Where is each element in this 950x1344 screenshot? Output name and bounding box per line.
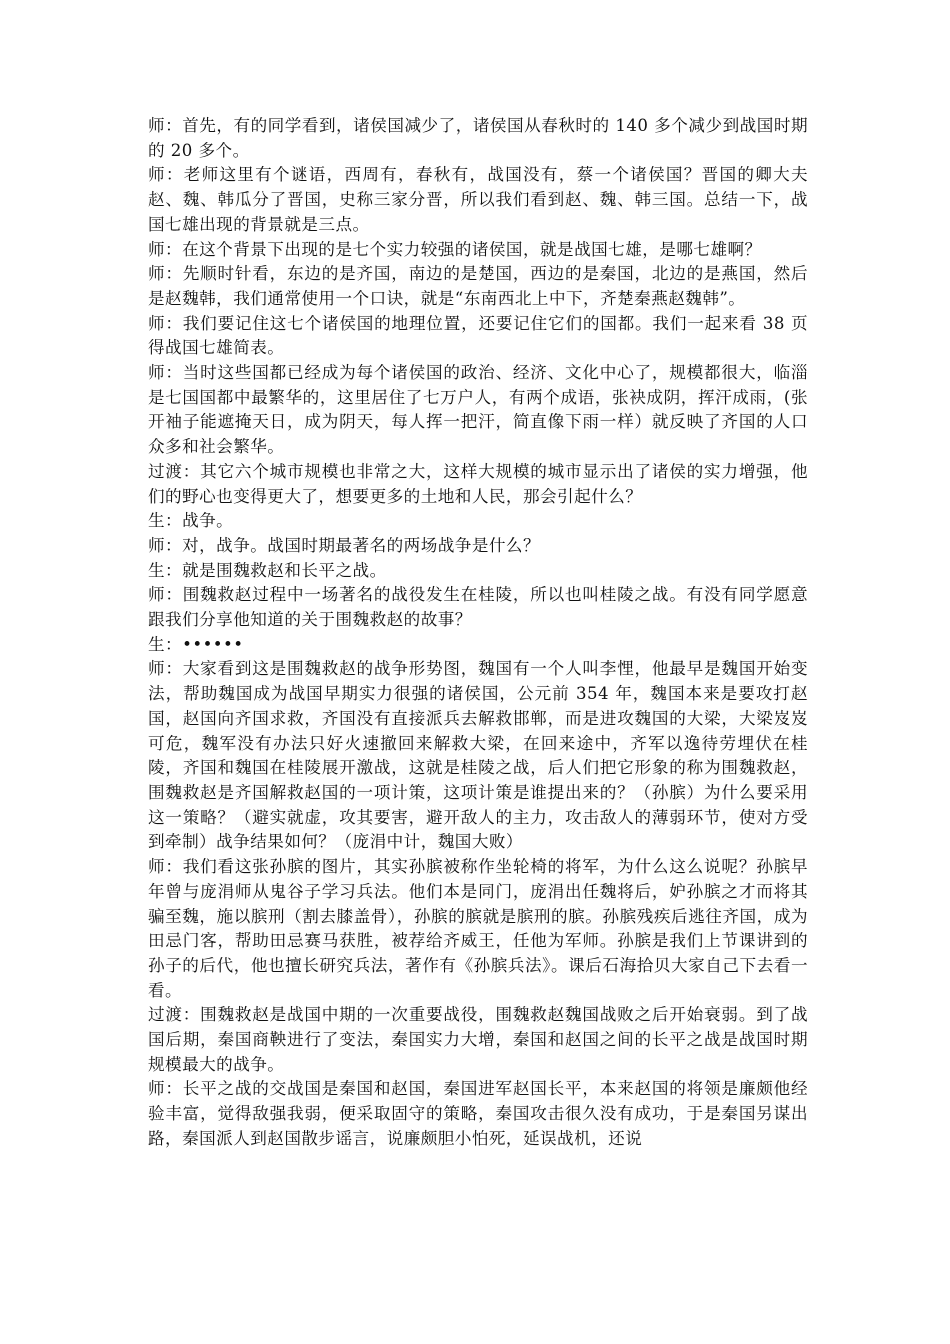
- paragraph-15: 过渡：围魏救赵是战国中期的一次重要战役，围魏救赵魏国战败之后开始衰弱。到了战国后期，秦国商鞅进行了变法，秦国实力大增，秦国和赵国之间的长平之战是战国时期规模最大的战争。: [148, 1005, 808, 1074]
- paragraph-8: 生：战争。: [148, 511, 234, 531]
- paragraph-7: 过渡：其它六个城市规模也非常之大，这样大规模的城市显示出了诸侯的实力增强，他们的野心也变得更大了，想要更多的土地和人民，那会引起什么？: [148, 461, 808, 506]
- paragraph-5: 师：我们要记住这七个诸侯国的地理位置，还要记住它们的国都。我们一起来看 38 页得战国七雄简表。: [148, 313, 808, 358]
- paragraph-4: 师：先顺时针看，东边的是齐国，南边的是楚国，西边的是秦国，北边的是燕国，然后是赵魏韩，我们通常使用一个口诀，就是“东南西北上中下，齐楚秦燕赵魏韩”。: [148, 264, 808, 308]
- paragraph-12: 生：••••••: [148, 634, 244, 654]
- paragraph-2: 师：老师这里有个谜语，西周有，春秋有，战国没有，蔡一个诸侯国？晋国的卿大夫赵、魏、韩瓜分了晋国，史称三家分晋，所以我们看到赵、魏、韩三国。总结一下，战国七雄出现的背景就是三点。: [148, 165, 808, 234]
- paragraph-13: 师：大家看到这是围魏救赵的战争形势图，魏国有一个人叫李悝，他最早是魏国开始变法，帮助魏国成为战国早期实力很强的诸侯国，公元前 354 年，魏国本来是要攻打赵国，赵国向齐国求救，齐国没有直接派兵去解救邯郸，而是进攻魏国的大梁，大梁岌岌可危，魏军没有办法只好火速撤回来解救大梁，在回来途中，齐军以逸待劳埋伏在桂陵，齐国和魏国在桂陵展开激战，这就是桂陵之战，后人们把它形象的称为围魏救赵，围魏救赵是齐国解救赵国的一项计策，这项计策是谁提出来的？（孙膑）为什么要采用这一策略？（避实就虚，攻其要害，避开敌人的主力，攻击敌人的薄弱环节，使对方受到牵制）战争结果如何？（庞涓中计，魏国大败）: [148, 659, 808, 852]
- paragraph-6: 师：当时这些国都已经成为每个诸侯国的政治、经济、文化中心了，规模都很大，临淄是七国国都中最繁华的，这里居住了七万户人，有两个成语，张袂成阴，挥汗成雨，(张开袖子能遮掩天日，成为阴天，每人挥一把汗，简直像下雨一样）就反映了齐国的人口众多和社会繁华。: [148, 363, 808, 457]
- paragraph-3: 师：在这个背景下出现的是七个实力较强的诸侯国，就是战国七雄，是哪七雄啊？: [148, 239, 762, 259]
- paragraph-10: 生：就是围魏救赵和长平之战。: [148, 560, 387, 580]
- paragraph-11: 师：围魏救赵过程中一场著名的战役发生在桂陵，所以也叫桂陵之战。有没有同学愿意跟我们分享他知道的关于围魏救赵的故事？: [148, 585, 808, 630]
- paragraph-14: 师：我们看这张孙膑的图片，其实孙膑被称作坐轮椅的将军，为什么这么说呢？孙膑早年曾与庞涓师从鬼谷子学习兵法。他们本是同门，庞涓出任魏将后，妒孙膑之才而将其骗至魏，施以膑刑（割去膝盖骨），孙膑的膑就是膑刑的膑。孙膑残疾后逃往齐国，成为田忌门客，帮助田忌赛马获胜，被荐给齐威王，任他为军师。孙膑是我们上节课讲到的孙子的后代，他也擅长研究兵法，著作有《孙膑兵法》。课后石海拾贝大家自己下去看一看。: [148, 857, 808, 1000]
- paragraph-9: 师：对，战争。战国时期最著名的两场战争是什么？: [148, 535, 541, 555]
- paragraph-16: 师：长平之战的交战国是秦国和赵国，秦国进军赵国长平，本来赵国的将领是廉颇他经验丰富，觉得敌强我弱，便采取固守的策略，秦国攻击很久没有成功，于是秦国另谋出路，秦国派人到赵国散步谣言，说廉颇胆小怕死，延误战机，还说: [148, 1079, 808, 1148]
- document-body: [148, 114, 808, 1152]
- paragraph-1: 师：首先，有的同学看到，诸侯国减少了，诸侯国从春秋时的 140 多个减少到战国时期的 20 多个。: [148, 116, 808, 160]
